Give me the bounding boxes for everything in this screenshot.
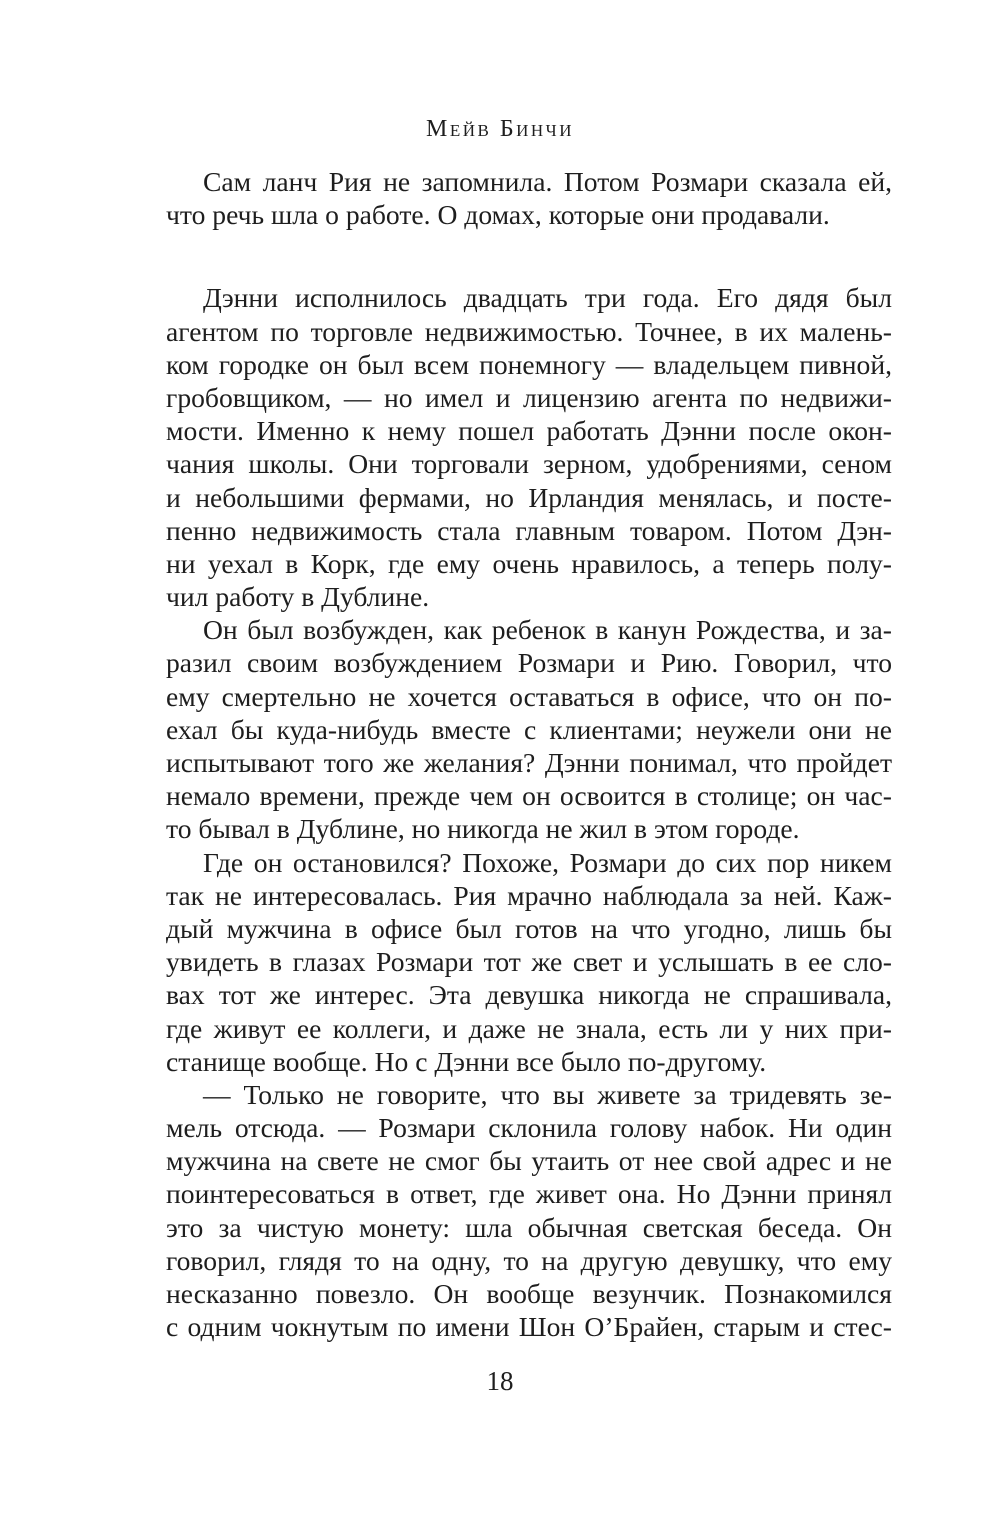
text-line: и небольшими фермами, но Ирландия менялась, и посте- xyxy=(166,481,892,513)
text-line: агентом по торговле недвижимостью. Точнее, в их малень- xyxy=(166,315,892,347)
text-line: ему смертельно не хочется оставаться в офисе, что он по- xyxy=(166,680,892,712)
text-line: что речь шла о работе. О домах, которые они продавали. xyxy=(166,199,830,231)
text-line: вах тот же интерес. Эта девушка никогда не спрашивала, xyxy=(166,979,892,1011)
text-line: то бывал в Дублине, но никогда не жил в этом городе. xyxy=(166,813,800,845)
text-line: Дэнни исполнилось двадцать три года. Его дядя был xyxy=(203,282,892,314)
text-line: ни уехал в Корк, где ему очень нравилось, а теперь полу- xyxy=(166,547,892,579)
running-head: Мейв Бинчи xyxy=(426,116,574,142)
text-line: дый мужчина в офисе был готов на что угодно, лишь бы xyxy=(166,912,892,944)
paragraph-3 xyxy=(166,613,892,845)
text-line: — Только не говорите, что вы живете за тридевять зе- xyxy=(203,1078,892,1110)
text-line: гробовщиком, — но имел и лицензию агента по недвижи- xyxy=(166,381,892,413)
text-line: немало времени, прежде чем он освоится в столице; он час- xyxy=(166,780,892,812)
text-line: Он был возбужден, как ребенок в канун Рождества, и за- xyxy=(203,614,892,646)
body-text xyxy=(166,165,892,1343)
text-line: станище вообще. Но с Дэнни все было по-другому. xyxy=(166,1045,767,1077)
text-line: увидеть в глазах Розмари тот же свет и услышать в ее сло- xyxy=(166,946,892,978)
text-line: разил своим возбуждением Розмари и Рию. Говорил, что xyxy=(166,647,892,679)
text-line: чания школы. Они торговали зерном, удобрениями, сеном xyxy=(166,448,892,480)
text-line: поинтересоваться в ответ, где живет она. Но Дэнни принял xyxy=(166,1178,892,1210)
text-line: мужчина на свете не смог бы утаить от нее свой адрес и не xyxy=(166,1145,892,1177)
paragraph-5 xyxy=(166,1078,892,1344)
text-line: несказанно повезло. Он вообще везунчик. Познакомился xyxy=(166,1278,892,1309)
text-line: Где он остановился? Похоже, Розмари до сих пор никем xyxy=(203,846,892,878)
text-line: мости. Именно к нему пошел работать Дэнни после окон- xyxy=(166,415,892,447)
text-line: мель отсюда. — Розмари склонила голову набок. Ни один xyxy=(166,1112,892,1144)
text-line: где живут ее коллеги, и даже не знала, есть ли у них при- xyxy=(166,1012,892,1044)
paragraph-1 xyxy=(166,165,892,231)
text-line: это за чистую монету: шла обычная светская беседа. Он xyxy=(166,1211,892,1243)
text-line: ком городке он был всем понемногу — владельцем пивной, xyxy=(166,348,892,380)
page-number: 18 xyxy=(486,1366,514,1396)
section-break xyxy=(166,231,892,281)
text-line: чил работу в Дублине. xyxy=(166,581,430,613)
text-line: говорил, глядя то на одну, то на другую девушку, что ему xyxy=(166,1244,892,1276)
text-line: Сам ланч Рия не запомнила. Потом Розмари сказала ей, xyxy=(203,166,892,197)
text-line: с одним чокнутым по имени Шон О’Брайен, старым и стес- xyxy=(166,1311,892,1343)
text-line: ехал бы куда-нибудь вместе с клиентами; неужели они не xyxy=(166,713,892,745)
text-line: так не интересовалась. Рия мрачно наблюдала за ней. Каж- xyxy=(166,879,892,911)
paragraph-2 xyxy=(166,281,892,613)
paragraph-4 xyxy=(166,846,892,1078)
text-line: испытывают того же желания? Дэнни понимал, что пройдет xyxy=(166,747,892,778)
text-line: пенно недвижимость стала главным товаром. Потом Дэн- xyxy=(166,514,892,546)
